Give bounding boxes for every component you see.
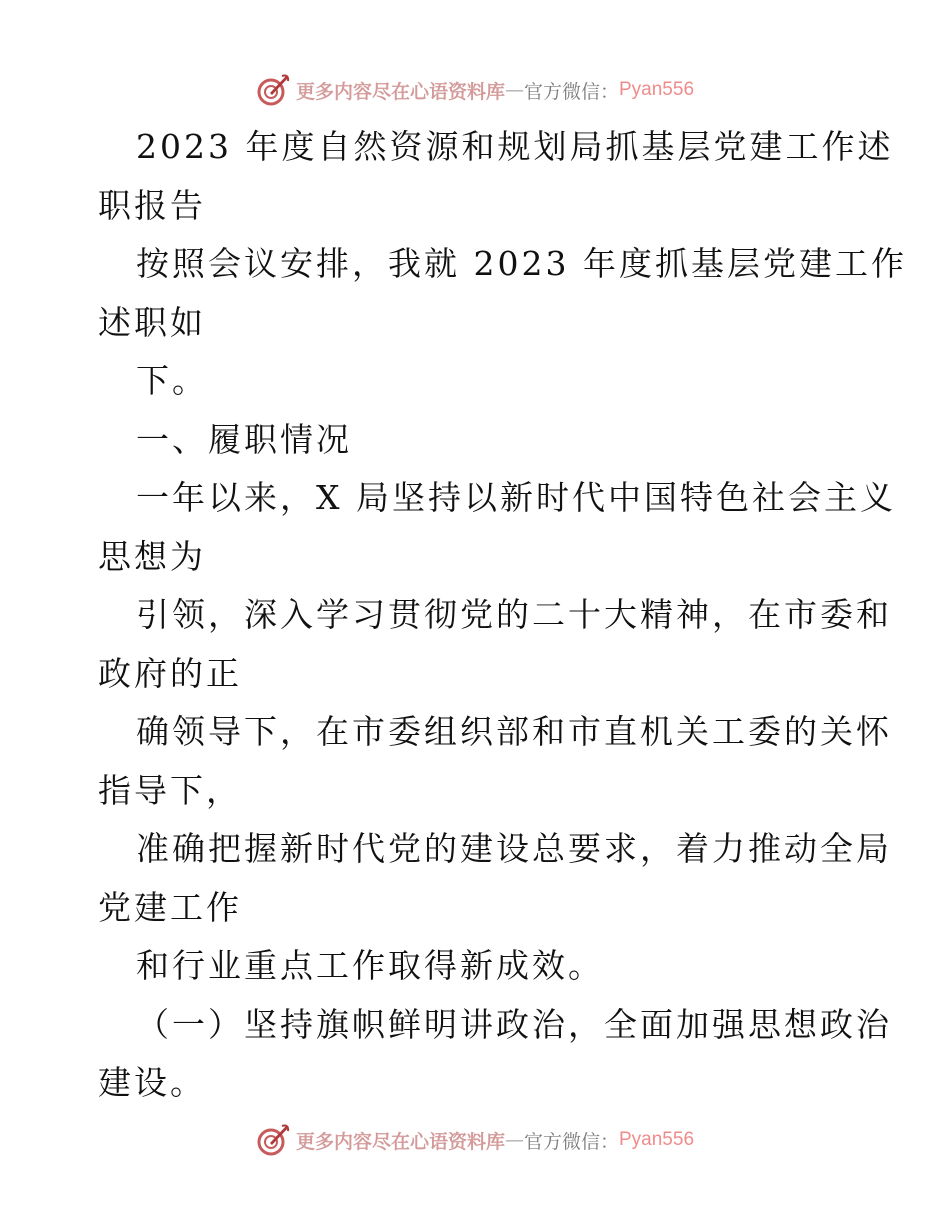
text-line: 职报告 <box>98 185 206 225</box>
report-body <box>98 118 907 1113</box>
text-line: 按照会议安排，我就 2023 年度抓基层党建工作 <box>136 244 907 283</box>
watermark-wechat-label: 官方微信： <box>523 80 619 103</box>
text-line: 思想为 <box>98 536 206 576</box>
text-line: 述职如 <box>98 302 206 342</box>
header-watermark <box>0 70 950 110</box>
text-line: 确领导下，在市委组织部和市直机关工委的关怀 <box>136 712 892 751</box>
text-line: 党建工作 <box>98 887 242 927</box>
text-line: 和行业重点工作取得新成效。 <box>136 946 604 985</box>
watermark-wechat-label: 官方微信： <box>523 1130 619 1153</box>
text-line: （一）坚持旗帜鲜明讲政治，全面加强思想政治 <box>136 1004 892 1044</box>
text-line: 建设。 <box>98 1063 206 1102</box>
text-line: 准确把握新时代党的建设总要求，着力推动全局 <box>136 829 892 868</box>
text-line: 一年以来，X 局坚持以新时代中国特色社会主义 <box>136 478 896 517</box>
text-line: 下。 <box>136 361 208 400</box>
text-line: 2023 年度自然资源和规划局抓基层党建工作述 <box>136 127 894 166</box>
footer-watermark <box>0 1120 950 1160</box>
text-line: 一、履职情况 <box>136 419 352 459</box>
quill-logo-icon <box>256 73 290 107</box>
watermark-main-text: 更多内容尽在心语资料库 <box>295 80 505 103</box>
text-line: 政府的正 <box>98 653 242 693</box>
text-line: 引领，深入学习贯彻党的二十大精神，在市委和 <box>136 595 892 634</box>
text-line: 指导下， <box>98 770 242 810</box>
watermark-main-text: 更多内容尽在心语资料库 <box>295 1130 505 1153</box>
watermark-separator: — <box>504 1129 524 1151</box>
watermark-wechat-id: Pyan556 <box>619 1129 695 1150</box>
quill-logo-icon <box>256 1123 290 1157</box>
watermark-wechat-id: Pyan556 <box>619 79 695 100</box>
watermark-separator: — <box>504 79 524 101</box>
